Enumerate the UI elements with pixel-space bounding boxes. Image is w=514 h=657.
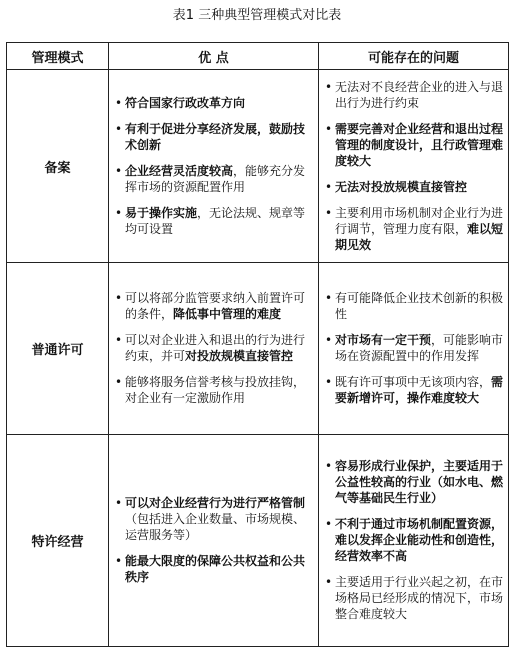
item-spacer: [325, 111, 504, 121]
header-mode: 管理模式: [7, 43, 109, 70]
bold-text: 符合国家行政改革方向: [125, 95, 246, 110]
list-item: [115, 374, 314, 406]
mode-cell: 特许经营: [7, 435, 109, 647]
item-spacer: [325, 195, 504, 205]
bullet-icon: •: [115, 163, 123, 178]
list-item: [325, 205, 504, 253]
bold-text: 企业经营灵活度较高: [125, 163, 234, 178]
item-text: 主要利用市场机制对企业行为进行调节，管理力度有限，: [335, 205, 504, 236]
advantages-cell: [109, 263, 319, 435]
bold-text: 无法对投放规模直接管控: [335, 179, 468, 194]
list-item: [325, 458, 504, 506]
problems-cell: [319, 70, 509, 263]
item-spacer: [325, 506, 504, 516]
bullet-icon: •: [325, 291, 333, 305]
bullet-icon: •: [115, 554, 123, 568]
item-text: 无法对不良经营企业的进入与退出行为进行约束: [335, 79, 504, 110]
item-text: 既有许可事项中无该项内容，: [335, 375, 492, 389]
header-row: [7, 43, 509, 70]
bullet-icon: •: [325, 79, 333, 94]
bullet-icon: •: [325, 179, 333, 194]
item-text: （包括进入企业数量、市场规模、运营服务等）: [125, 512, 306, 542]
bullet-icon: •: [115, 121, 123, 136]
item-spacer: [325, 564, 504, 574]
bold-text: 易于操作实施: [125, 205, 198, 220]
item-spacer: [115, 543, 314, 553]
problems-cell: [319, 435, 509, 647]
bold-text: 对市场有一定干预: [335, 333, 432, 347]
item-text: ，无论法规、规章等均可设置: [125, 205, 306, 236]
list-item: [115, 95, 314, 111]
item-text: 可以对企业进入和退出的行为进行约束，并可: [125, 333, 306, 363]
list-item: [115, 290, 314, 322]
bullet-icon: •: [325, 121, 333, 136]
problems-cell: [319, 263, 509, 435]
comparison-table: [6, 42, 509, 647]
list-item: [115, 205, 314, 237]
bold-text: 可以对企业经营行为进行严格管制: [125, 496, 306, 510]
list-item: [325, 516, 504, 564]
item-text: 主要适用于行业兴起之初，在市场格局已经形成的情况下，市场整合难度较大: [335, 575, 504, 621]
bullet-icon: •: [115, 496, 123, 510]
item-text: ，可能影响市场在资源配置中的作用发挥: [335, 333, 504, 363]
bold-text: 不利于通过市场机制配置资源，难以发挥企业能动性和创造性，经营效率不高: [335, 517, 504, 563]
item-text: 有可能降低企业技术创新的积极性: [335, 291, 504, 321]
bullet-icon: •: [325, 333, 333, 347]
bold-text: 对投放规模直接管控: [185, 349, 294, 363]
bullet-icon: •: [325, 375, 333, 389]
list-item: [325, 332, 504, 364]
bold-text: 能最大限度的保障公共权益和公共秩序: [125, 554, 306, 584]
bold-text: 有利于促进分享经济发展，鼓励技术创新: [125, 121, 306, 152]
item-spacer: [115, 111, 314, 121]
bullet-icon: •: [325, 459, 333, 473]
item-text: ，能够充分发挥市场的资源配置作用: [125, 163, 306, 194]
header-advantages: 优 点: [109, 43, 319, 70]
mode-cell: 普通许可: [7, 263, 109, 435]
list-item: [325, 121, 504, 169]
item-spacer: [115, 195, 314, 205]
bold-text: 难以短期见效: [335, 221, 504, 252]
advantages-cell: [109, 70, 319, 263]
bullet-icon: •: [115, 95, 123, 110]
item-spacer: [325, 169, 504, 179]
bullet-icon: •: [115, 291, 123, 305]
bullet-icon: •: [325, 517, 333, 531]
list-item: [115, 163, 314, 195]
bold-text: 容易形成行业保护，主要适用于公益性较高的行业（如水电、燃气等基础民生行业）: [335, 459, 504, 505]
bullet-icon: •: [325, 205, 333, 220]
item-spacer: [115, 153, 314, 163]
bold-text: 需要完善对企业经营和退出过程管理的制度设计，且行政管理难度较大: [335, 121, 504, 168]
list-item: [115, 495, 314, 543]
bullet-icon: •: [115, 205, 123, 220]
bullet-icon: •: [325, 575, 333, 589]
item-text: 可以将部分监管要求纳入前置许可的条件，: [125, 291, 306, 321]
table-row: [7, 263, 509, 435]
header-problems: 可能存在的问题: [319, 43, 509, 70]
table-row: [7, 435, 509, 647]
list-item: [115, 121, 314, 153]
advantages-cell: [109, 435, 319, 647]
table-row: [7, 70, 509, 263]
list-item: [325, 290, 504, 322]
bold-text: 需要新增许可，操作难度较大: [335, 375, 504, 405]
item-spacer: [115, 364, 314, 374]
list-item: [115, 553, 314, 585]
table-caption: 表1 三种典型管理模式对比表: [172, 8, 342, 23]
item-spacer: [325, 364, 504, 374]
list-item: [325, 374, 504, 406]
mode-cell: 备案: [7, 70, 109, 263]
bold-text: 降低事中管理的难度: [173, 307, 282, 321]
bullet-icon: •: [115, 375, 123, 389]
item-spacer: [325, 322, 504, 332]
list-item: [115, 332, 314, 364]
item-spacer: [115, 322, 314, 332]
list-item: [325, 179, 504, 195]
list-item: [325, 79, 504, 111]
item-text: 能够将服务信誉考核与投放挂钩，对企业有一定激励作用: [125, 375, 306, 405]
bullet-icon: •: [115, 333, 123, 347]
list-item: [325, 574, 504, 622]
